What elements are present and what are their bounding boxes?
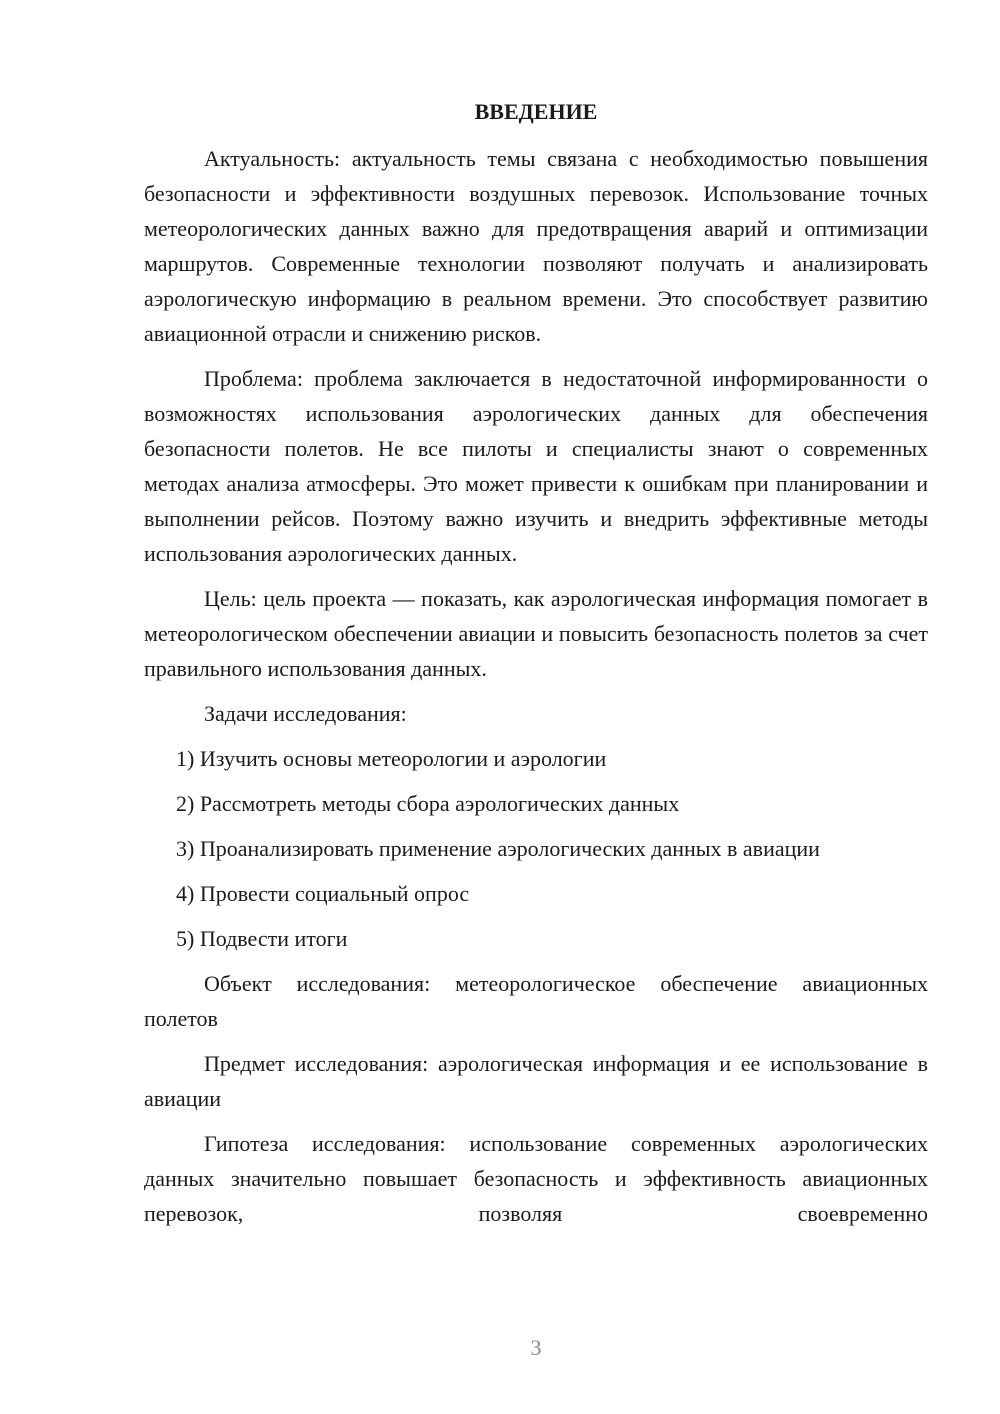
page-number: 3 <box>530 1335 542 1360</box>
task-item-1: 1) Изучить основы метеорологии и аэрологии <box>176 746 607 771</box>
page-title: ВВЕДЕНИЕ <box>474 99 598 124</box>
task-item-4: 4) Провести социальный опрос <box>176 881 470 906</box>
relevance-paragraph: Актуальность: актуальность темы связана с необходимостью повышения безопасности и эффективности воздушных перевозок. Использование точных метеорологических данных важно для предотвращения аварий и оптимизации маршрутов. Современные технологии позволяют получать и анализировать аэрологическую информацию в реальном времени. Это способствует развитию авиационной отрасли и снижению рисков. <box>144 146 928 346</box>
task-item-5: 5) Подвести итоги <box>176 926 348 951</box>
hypothesis-paragraph: Гипотеза исследования: использование современных аэрологических данных значительно повышает безопасность и эффективность авиационных перевозок, позволяя своевременно <box>144 1131 928 1226</box>
object-paragraph: Объект исследования: метеорологическое обеспечение авиационных полетов <box>144 971 928 1031</box>
page-body <box>144 94 928 1241</box>
subject-paragraph: Предмет исследования: аэрологическая информация и ее использование в авиации <box>144 1051 928 1111</box>
problem-paragraph: Проблема: проблема заключается в недостаточной информированности о возможностях использования аэрологических данных для обеспечения безопасности полетов. Не все пилоты и специалисты знают о современных методах анализа атмосферы. Это может привести к ошибкам при планировании и выполнении рейсов. Поэтому важно изучить и внедрить эффективные методы использования аэрологических данных. <box>144 366 928 566</box>
task-item-2: 2) Рассмотреть методы сбора аэрологических данных <box>176 791 680 816</box>
tasks-heading: Задачи исследования: <box>204 701 407 726</box>
task-item-3: 3) Проанализировать применение аэрологических данных в авиации <box>176 836 820 861</box>
goal-paragraph: Цель: цель проекта — показать, как аэрологическая информация помогает в метеорологическом обеспечении авиации и повысить безопасность полетов за счет правильного использования данных. <box>144 586 928 681</box>
